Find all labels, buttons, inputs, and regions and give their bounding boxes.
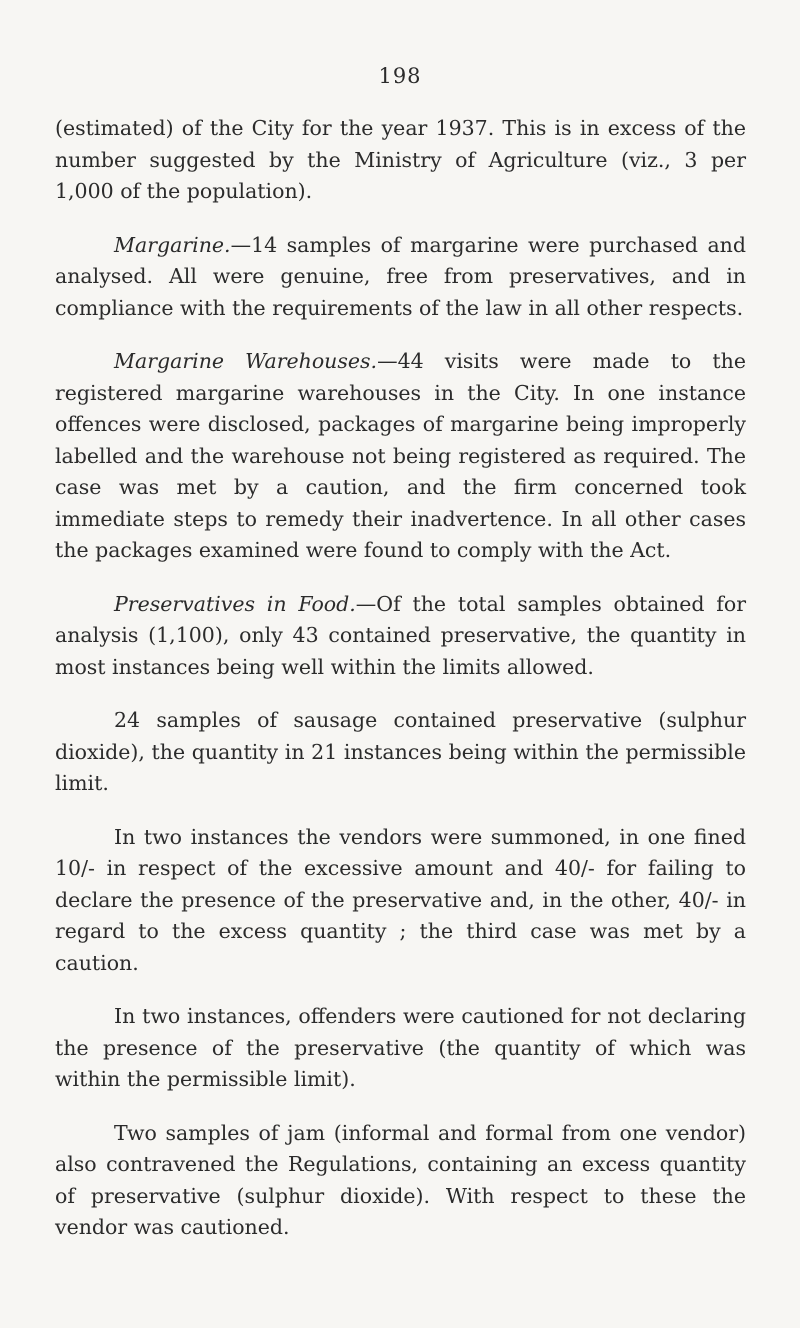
section-heading-preservatives-in-food: Preservatives in Food. [114,591,356,616]
section-heading-margarine: Margarine. [114,232,231,257]
page-number: 198 [378,64,422,88]
paragraph-text: In two instances, offenders were cautioned for not declaring the presence of the preservative (the quantity of which was within the permissible limit). [55,1004,746,1091]
paragraph-offenders-cautioned [55,1001,746,1096]
paragraph-text: Two samples of jam (informal and formal from one vendor) also contravened the Regulations, containing an excess quantity of preservative (sulphur dioxide). With respect to these the vendor was cautioned. [55,1120,746,1239]
paragraph-text: In two instances the vendors were summoned, in one fined 10/- in respect of the excessive amount and 40/- for failing to declare the presence of the preservative and, in the other, 40/- in regard to the excess quantity ; the third case was met by a caution. [55,824,746,975]
document-body [55,113,746,1266]
paragraph-text: —14 samples of margarine were purchased and analysed. All were genuine, free from preservatives, and in compliance with the requirements of the law in all other respects. [55,232,746,320]
paragraph-text: —44 visits were made to the registered margarine warehouses in the City. In one instance offences were disclosed, packages of margarine being improperly labelled and the warehouse not being registered as required. The case was met by a caution, and the firm concerned took immediate steps to remedy their inadvertence. In all other cases the packages examined were found to comply with the Act. [55,349,746,562]
paragraph-estimated-population [55,113,746,208]
paragraph-text: —Of the total samples obtained for analysis (1,100), only 43 contained preservative, the quantity in most instances being well within the limits allowed. [55,591,746,679]
paragraph-vendors-summoned [55,822,746,980]
paragraph-text: 24 samples of sausage contained preservative (sulphur dioxide), the quantity in 21 instances being within the permissible limit. [55,708,746,795]
paragraph-margarine [55,230,746,325]
paragraph-margarine-warehouses [55,346,746,567]
paragraph-preservatives-in-food [55,589,746,684]
paragraph-text: (estimated) of the City for the year 1937. This is in excess of the number suggested by the Ministry of Agriculture (viz., 3 per 1,000 of the population). [55,116,746,203]
section-heading-margarine-warehouses: Margarine Warehouses. [114,349,378,373]
paragraph-jam-samples [55,1118,746,1244]
paragraph-sausage-samples [55,705,746,800]
